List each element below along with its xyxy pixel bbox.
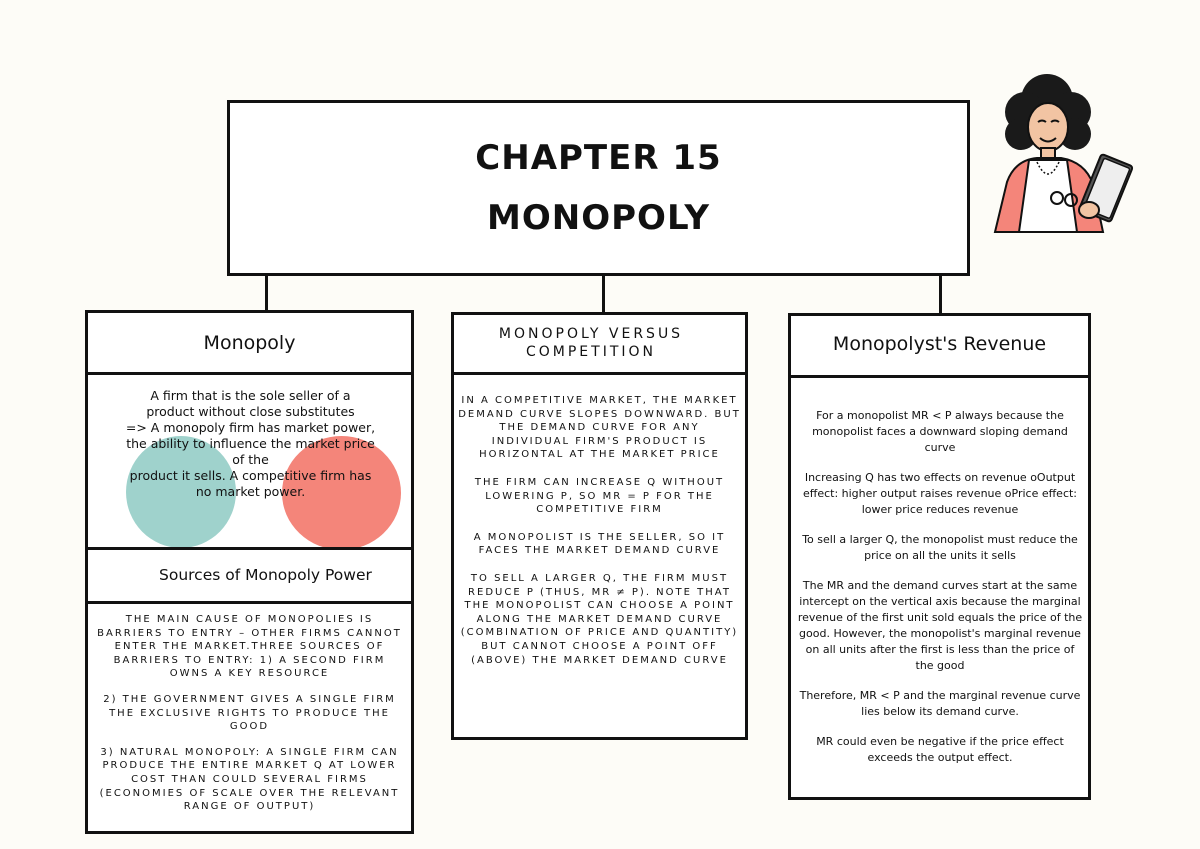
revenue-paragraph: Increasing Q has two effects on revenue oOutput effect: higher output raises revenue oPrice effect: lower price reduces revenue [802,471,1078,516]
versus-paragraph: TO SELL A LARGER Q, THE FIRM MUST REDUCE P (THUS, MR ≠ P). NOTE THAT THE MONOPOLIST CAN CHOOSE A POINT ALONG THE MARKET DEMAND CURVE (COMBINATION OF PRICE AND QUANTITY) BUT CANNOT CHOOSE A POINT OFF (ABOVE) THE MARKET DEMAND CURVE [460,572,739,666]
versus-header: MONOPOLY VERSUS COMPETITION [498,326,684,360]
connector-left [265,275,268,313]
revenue-paragraph: For a monopolist MR < P always because the monopolist faces a downward sloping demand curve [812,409,1068,454]
chapter-title: CHAPTER 15 [475,138,722,178]
versus-text [458,394,741,667]
definition-line: product it sells. A competitive firm has [129,468,372,483]
revenue-header-divider [789,375,1090,378]
shirt-shape [1019,160,1077,232]
versus-paragraph: IN A COMPETITIVE MARKET, THE MARKET DEMAND CURVE SLOPES DOWNWARD. BUT THE DEMAND CURVE FOR ANY INDIVIDUAL FIRM'S PRODUCT IS HORIZONTAL AT THE MARKET PRICE [458,395,741,461]
connector-right [939,275,942,315]
topic-title: MONOPOLY [487,198,710,238]
versus-paragraph: THE FIRM CAN INCREASE Q WITHOUT LOWERING P, SO MR = P FOR THE COMPETITIVE FIRM [474,476,725,516]
teacher-illustration [985,72,1145,235]
definition-line: of the [232,452,269,467]
connector-middle [602,275,605,315]
definition-line: A firm that is the sole seller of a [150,388,351,403]
revenue-header: Monopolyst's Revenue [832,333,1047,355]
definition-line: no market power. [195,484,306,499]
revenue-text [795,408,1085,766]
revenue-paragraph: To sell a larger Q, the monopolist must reduce the price on all the units it sells [802,533,1078,562]
sources-paragraph: THE MAIN CAUSE OF MONOPOLIES IS BARRIERS TO ENTRY – OTHER FIRMS CANNOT ENTER THE MARKET.THREE SOURCES OF BARRIERS TO ENTRY: 1) A SECOND FIRM OWNS A KEY RESOURCE [97,614,402,680]
sources-header: Sources of Monopoly Power [159,566,372,584]
versus-header-divider [452,372,747,375]
monopoly-header: Monopoly [203,332,296,354]
title-box [227,100,970,276]
definition-line: => A monopoly firm has market power, [125,420,376,435]
sources-bottom-divider [86,601,413,604]
definition-line: product without close substitutes [146,404,355,419]
sources-paragraph: 3) NATURAL MONOPOLY: A SINGLE FIRM CAN PRODUCE THE ENTIRE MARKET Q AT LOWER COST THAN COULD SEVERAL FIRMS (ECONOMIES OF SCALE OVER THE RELEVANT RANGE OF OUTPUT) [99,746,400,813]
face-shape [1028,103,1068,151]
versus-paragraph: A MONOPOLIST IS THE SELLER, SO IT FACES THE MARKET DEMAND CURVE [473,531,726,557]
definition-line: the ability to influence the market price [126,436,375,451]
revenue-paragraph: MR could even be negative if the price effect exceeds the output effect. [816,735,1064,764]
revenue-paragraph: Therefore, MR < P and the marginal revenue curve lies below its demand curve. [799,689,1081,718]
monopoly-header-divider [86,372,413,375]
sources-text [93,613,406,814]
sources-paragraph: 2) THE GOVERNMENT GIVES A SINGLE FIRM THE EXCLUSIVE RIGHTS TO PRODUCE THE GOOD [103,693,396,733]
monopoly-definition [95,388,406,500]
revenue-paragraph: The MR and the demand curves start at the same intercept on the vertical axis because the marginal revenue of the first unit sold equals the price of the good. However, the monopolist's marginal revenue on all units after the first is less than the price of the good [797,579,1083,672]
